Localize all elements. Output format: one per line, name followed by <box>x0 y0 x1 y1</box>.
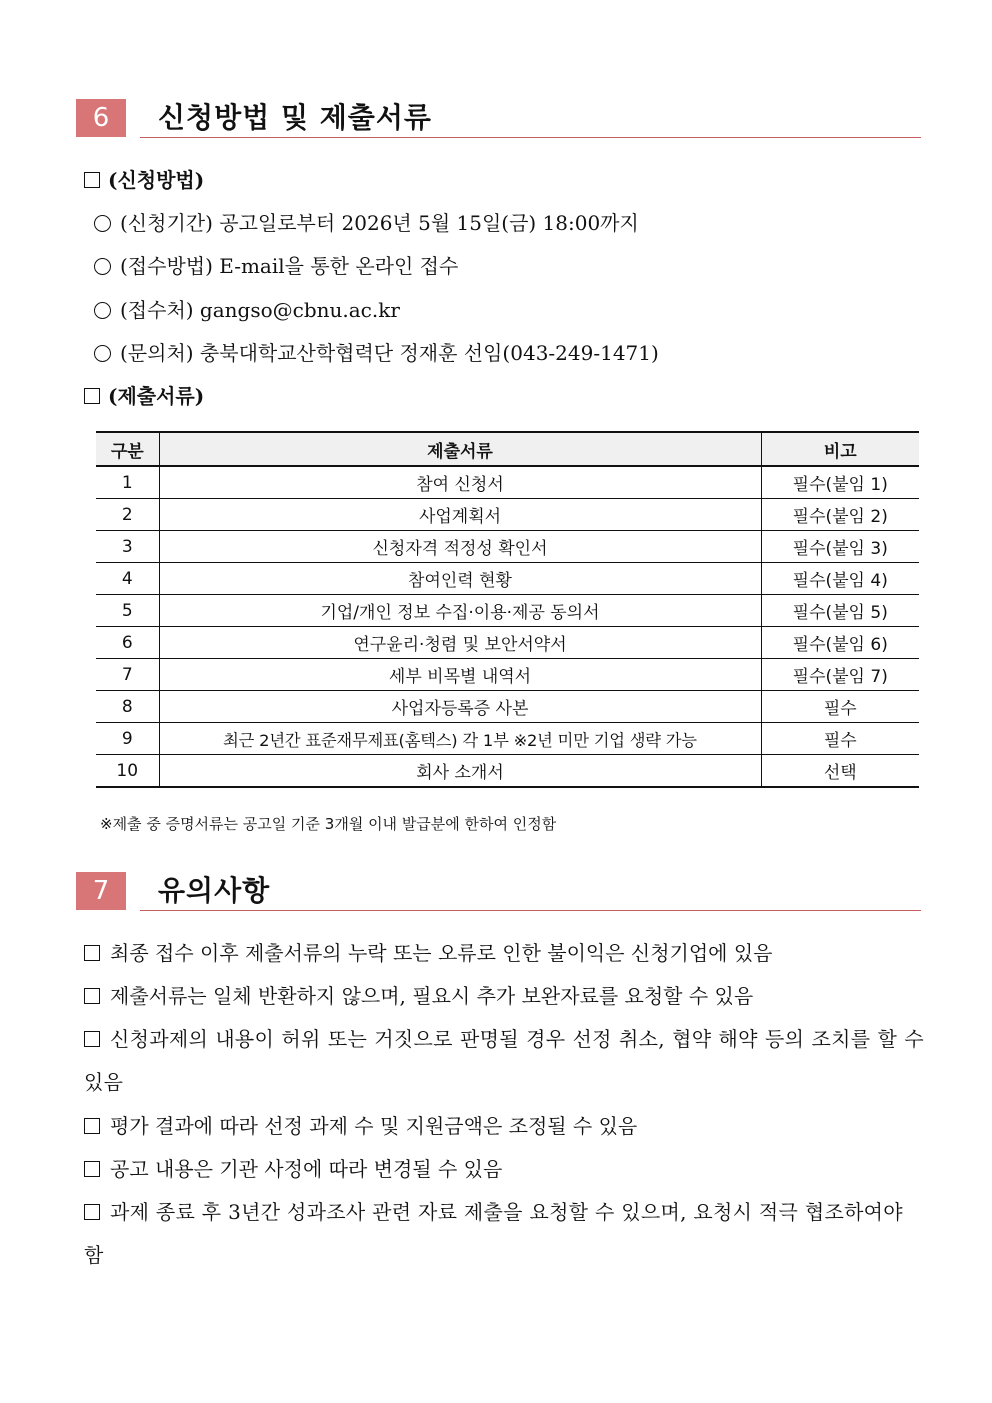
circle-bullet-icon <box>94 345 111 362</box>
notice-item-text: 공고 내용은 기관 사정에 따라 변경될 수 있음 <box>110 1157 503 1181</box>
notice-item-text: 평가 결과에 따라 선정 과제 수 및 지원금액은 조정될 수 있음 <box>110 1114 638 1138</box>
docs-heading-text: (제출서류) <box>108 384 205 408</box>
method-item <box>94 252 458 280</box>
row-remark: 필수(붙임 2) <box>761 499 919 531</box>
method-item-text: (접수처) gangso@cbnu.ac.kr <box>120 298 400 322</box>
row-document: 사업계획서 <box>159 499 761 531</box>
row-document: 참여인력 현황 <box>159 563 761 595</box>
row-number: 5 <box>96 595 159 627</box>
notice-item <box>84 932 924 975</box>
checkbox-square-icon <box>84 1161 100 1177</box>
table-row <box>96 627 919 659</box>
section-6-header <box>76 99 921 139</box>
method-item-text: (신청기간) 공고일로부터 2026년 5월 15일(금) 18:00까지 <box>120 211 639 235</box>
method-item <box>94 339 659 367</box>
notice-item-text: 제출서류는 일체 반환하지 않으며, 필요시 추가 보완자료를 요청할 수 있음 <box>110 984 754 1008</box>
section-number: 7 <box>76 872 126 910</box>
table-row <box>96 595 919 627</box>
row-document: 세부 비목별 내역서 <box>159 659 761 691</box>
row-number: 4 <box>96 563 159 595</box>
checkbox-square-icon <box>84 1031 100 1047</box>
method-item-text: (접수방법) E-mail을 통한 온라인 접수 <box>120 254 459 278</box>
row-document: 기업/개인 정보 수집·이용·제공 동의서 <box>159 595 761 627</box>
checkbox-square-icon <box>84 988 100 1004</box>
notice-item <box>84 1191 924 1277</box>
section-title: 유의사항 <box>158 874 271 907</box>
row-number: 6 <box>96 627 159 659</box>
notice-item <box>84 975 924 1018</box>
row-number: 10 <box>96 755 159 788</box>
row-number: 2 <box>96 499 159 531</box>
circle-bullet-icon <box>94 258 111 275</box>
notice-item <box>84 1148 924 1191</box>
submission-note: ※제출 중 증명서류는 공고일 기준 3개월 이내 발급분에 한하여 인정함 <box>100 815 557 833</box>
method-item-text: (문의처) 충북대학교산학협력단 정재훈 선임(043-249-1471) <box>120 341 659 365</box>
row-document: 회사 소개서 <box>159 755 761 788</box>
table-header-row <box>96 432 919 466</box>
section-number: 6 <box>76 99 126 137</box>
method-item <box>94 209 639 237</box>
col-header-category: 구분 <box>96 432 159 466</box>
section-divider <box>140 137 921 138</box>
table-row <box>96 723 919 755</box>
checkbox-square-icon <box>84 1118 100 1134</box>
checkbox-square-icon <box>84 388 100 404</box>
table-row <box>96 691 919 723</box>
row-remark: 필수(붙임 4) <box>761 563 919 595</box>
table-row <box>96 531 919 563</box>
method-item <box>94 296 400 324</box>
documents-table <box>96 431 919 788</box>
row-remark: 필수 <box>761 691 919 723</box>
row-remark: 필수(붙임 5) <box>761 595 919 627</box>
row-remark: 필수 <box>761 723 919 755</box>
table-row <box>96 659 919 691</box>
notice-item-text: 최종 접수 이후 제출서류의 누락 또는 오류로 인한 불이익은 신청기업에 있음 <box>110 941 773 965</box>
notice-item <box>84 1018 924 1104</box>
row-number: 9 <box>96 723 159 755</box>
row-document: 최근 2년간 표준재무제표(홈텍스) 각 1부 ※2년 미만 기업 생략 가능 <box>159 723 761 755</box>
table-row <box>96 466 919 499</box>
row-remark: 선택 <box>761 755 919 788</box>
col-header-remarks: 비고 <box>761 432 919 466</box>
row-remark: 필수(붙임 7) <box>761 659 919 691</box>
row-remark: 필수(붙임 6) <box>761 627 919 659</box>
row-number: 7 <box>96 659 159 691</box>
row-number: 8 <box>96 691 159 723</box>
row-remark: 필수(붙임 3) <box>761 531 919 563</box>
notice-item-text: 과제 종료 후 3년간 성과조사 관련 자료 제출을 요청할 수 있으며, 요청시 적극 협조하여야 함 <box>84 1200 903 1267</box>
section-divider <box>140 910 921 911</box>
table-row <box>96 563 919 595</box>
table-row <box>96 499 919 531</box>
checkbox-square-icon <box>84 945 100 961</box>
checkbox-square-icon <box>84 172 100 188</box>
row-document: 신청자격 적정성 확인서 <box>159 531 761 563</box>
col-header-documents: 제출서류 <box>159 432 761 466</box>
row-document: 연구윤리·청렴 및 보안서약서 <box>159 627 761 659</box>
row-number: 1 <box>96 466 159 499</box>
circle-bullet-icon <box>94 302 111 319</box>
checkbox-square-icon <box>84 1204 100 1220</box>
notice-item-text: 신청과제의 내용이 허위 또는 거짓으로 판명될 경우 선정 취소, 협약 해약 등의 조치를 할 수 있음 <box>84 1027 924 1094</box>
row-remark: 필수(붙임 1) <box>761 466 919 499</box>
circle-bullet-icon <box>94 215 111 232</box>
notice-item <box>84 1105 924 1148</box>
row-number: 3 <box>96 531 159 563</box>
row-document: 참여 신청서 <box>159 466 761 499</box>
method-heading <box>84 167 204 193</box>
section-title: 신청방법 및 제출서류 <box>158 101 432 134</box>
docs-heading <box>84 383 204 409</box>
section-7-header <box>76 872 921 912</box>
method-heading-text: (신청방법) <box>108 168 205 192</box>
table-row <box>96 755 919 788</box>
row-document: 사업자등록증 사본 <box>159 691 761 723</box>
